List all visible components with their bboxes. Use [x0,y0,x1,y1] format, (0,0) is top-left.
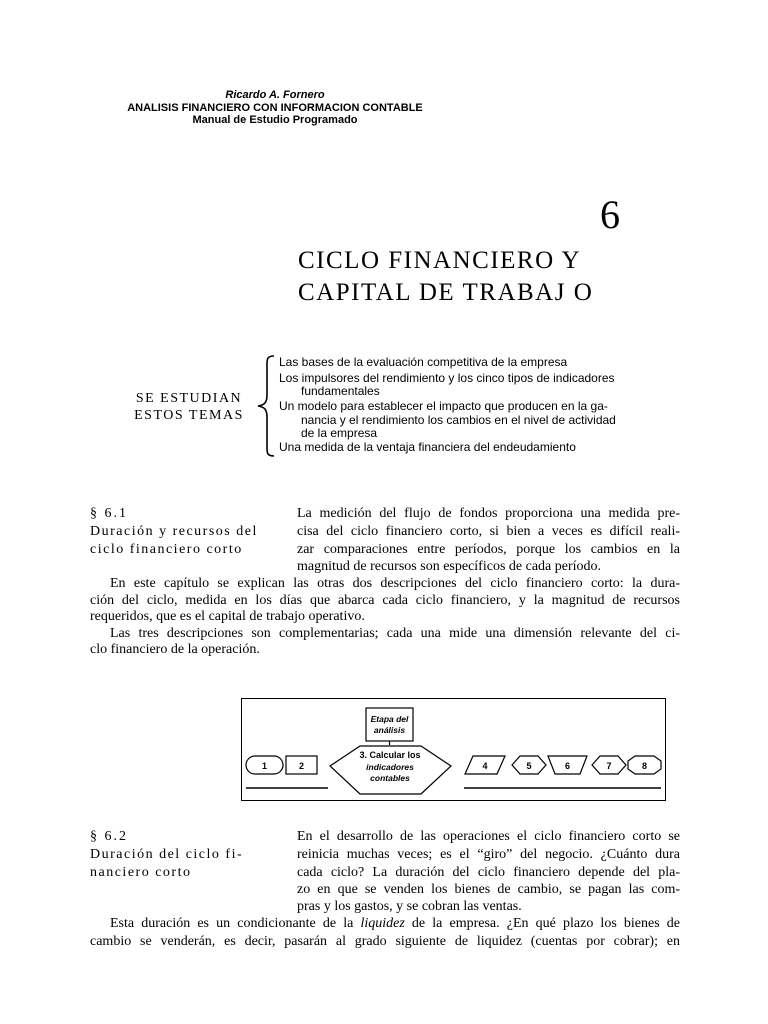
section-6-2-number: § 6.2 [90,829,128,844]
section-6-2-paragraph-line: Esta duración es un condicionante de la liquidez de la empresa. ¿En qué plazo los bienes de [110,916,681,931]
chapter-number: 6 [600,192,620,237]
themes-label-line-2: ESTOS TEMAS [134,408,244,423]
step-4-label: 4 [482,761,488,771]
step-2-label: 2 [298,761,305,771]
section-6-1-intro-line: zar comparaciones entre períodos, porque los cambios en la [297,542,680,557]
section-6-2-intro-line: reinicia muchas veces; es el “giro” del negocio. ¿Cuánto dura [297,847,680,862]
topic-item-3-cont-2: de la empresa [301,426,378,440]
topic-item-3: Un modelo para establecer el impacto que producen en la ga- [279,399,608,413]
topic-item-2-cont: fundamentales [301,384,380,398]
section-6-2-intro-line: En el desarrollo de las operaciones el ciclo financiero corto se [297,829,680,844]
chapter-title-line-1: CICLO FINANCIERO Y [298,247,582,274]
center-label-line-3: contables [370,773,410,783]
section-6-1-paragraph-line: En este capítulo se explican las otras dos descripciones del ciclo financiero corto: la dura- [110,576,680,591]
section-6-1-number: § 6.1 [90,506,128,521]
section-6-2-intro-line: cada ciclo? La duración del ciclo financiero depende del pla- [297,865,680,880]
topic-item-4: Una medida de la ventaja financiera del endeudamiento [279,440,576,454]
section-6-2-title-line-2: nanciero corto [90,865,192,880]
topic-item-2: Los impulsores del rendimiento y los cinco tipos de indicadores [279,371,615,385]
curly-brace-icon [254,355,278,457]
section-6-2-title-line-1: Duración del ciclo fi- [90,847,244,862]
center-label-line-2: indicadores [366,762,414,772]
book-title: ANALISIS FINANCIERO CON INFORMACION CONTABLE [127,102,423,114]
section-6-1-paragraph-line: ción del ciclo, medida en los días que abarca cada ciclo financiero, y la magnitud de recursos [90,593,680,608]
topic-item-1: Las bases de la evaluación competitiva de la empresa [279,355,568,369]
step-7-label: 7 [606,761,612,771]
themes-label-line-1: SE ESTUDIAN [135,391,243,406]
author-name: Ricardo A. Fornero [225,89,325,101]
analysis-stage-diagram [241,698,666,801]
section-6-1-paragraph-line: clo financiero de la operación. [90,642,260,657]
section-6-2-intro-line: zo en que se venden los bienes de cambio, se pagan las com- [297,882,680,897]
section-6-1-title-line-1: Duración y recursos del [90,524,258,539]
chapter-title-line-2: CAPITAL DE TRABAJ O [298,279,594,306]
section-6-1-title-line-2: ciclo financiero corto [90,542,243,557]
liquidez-term: liquidez [360,916,405,931]
step-1-label: 1 [261,761,268,771]
stage-label-line-1: Etapa del [370,714,409,724]
section-6-2-paragraph-line: cambio se venderán, es decir, pasarán al grado siguiente de liquidez (cuentas por cobrar); en [90,934,680,949]
step-5-label: 5 [526,761,532,771]
topic-item-3-cont-1: nancia y el rendimiento los cambios en el nivel de actividad [301,413,616,427]
stage-label-line-2: análisis [373,725,406,735]
section-6-1-paragraph-line: requeridos, que es el capital de trabajo operativo. [90,609,365,624]
book-subtitle: Manual de Estudio Programado [192,114,358,126]
section-6-1-intro-line: magnitud de recursos son específicos de cada período. [297,559,602,574]
section-6-2-intro-line: pras y los gastos, y se cobran las ventas. [297,899,522,914]
center-label-line-1: 3. Calcular los [359,750,421,760]
section-6-1-intro-line: cisa del ciclo financiero corto, si bien a veces es difícil reali- [297,524,680,539]
section-6-1-intro-line: La medición del flujo de fondos proporciona una medida pre- [297,506,680,521]
section-6-1-paragraph-line: Las tres descripciones son complementarias; cada una mide una dimensión relevante del ci- [110,626,680,641]
step-6-label: 6 [564,761,571,771]
step-8-label: 8 [641,761,648,771]
